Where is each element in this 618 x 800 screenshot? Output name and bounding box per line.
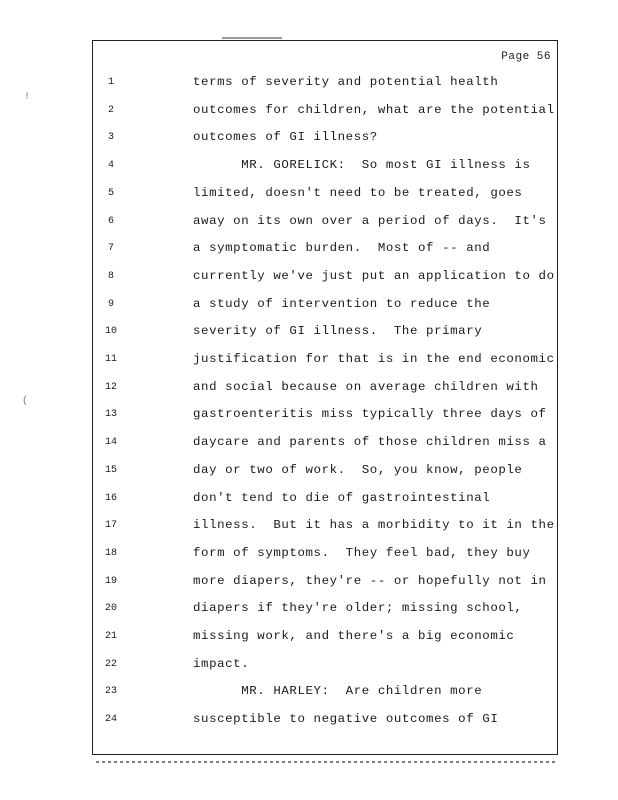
line-number: 1 <box>107 77 114 88</box>
line-text: outcomes for children, what are the potential <box>193 102 555 117</box>
transcript-page <box>92 40 558 755</box>
line-number: 14 <box>104 437 117 449</box>
line-number: 12 <box>104 381 117 393</box>
line-text: missing work, and there's a big economic <box>193 629 515 643</box>
transcript-line <box>93 463 557 483</box>
line-number: 8 <box>107 270 114 282</box>
line-number: 2 <box>107 104 114 116</box>
line-text: illness. But it has a morbidity to it in the <box>193 518 555 533</box>
margin-mark: ( <box>22 396 29 407</box>
line-text: a study of intervention to reduce the <box>193 296 491 311</box>
transcript-line <box>93 518 557 538</box>
line-number: 7 <box>107 243 114 255</box>
transcript-line <box>93 546 557 566</box>
line-text: and social because on average children with <box>193 379 539 394</box>
transcript-line <box>93 712 557 732</box>
transcript-line <box>93 130 557 150</box>
transcript-line <box>93 269 557 289</box>
transcript-line <box>93 407 557 427</box>
line-number: 22 <box>104 658 117 670</box>
line-text: day or two of work. So, you know, people <box>193 462 523 477</box>
scan-mark-bottom <box>96 761 556 763</box>
transcript-line <box>93 297 557 317</box>
transcript-line <box>93 601 557 621</box>
line-number: 6 <box>107 215 114 227</box>
margin-mark: ! <box>24 92 31 103</box>
line-number: 19 <box>104 575 117 587</box>
line-text: susceptible to negative outcomes of GI <box>193 712 499 727</box>
transcript-line <box>93 214 557 234</box>
line-text: currently we've just put an application to do <box>193 268 555 283</box>
transcript-line <box>93 684 557 704</box>
line-text: more diapers, they're -- or hopefully not in <box>193 573 547 588</box>
transcript-line <box>93 324 557 344</box>
line-number: 16 <box>104 492 117 504</box>
line-number: 20 <box>104 603 117 615</box>
transcript-line <box>93 103 557 123</box>
transcript-line <box>93 491 557 511</box>
line-number: 10 <box>104 326 117 338</box>
line-text: MR. HARLEY: Are children more <box>193 684 483 699</box>
line-text: limited, doesn't need to be treated, goes <box>193 185 523 200</box>
line-text: diapers if they're older; missing school, <box>193 601 523 616</box>
line-number: 23 <box>104 686 117 698</box>
line-text: severity of GI illness. The primary <box>193 324 483 339</box>
line-text: daycare and parents of those children miss a <box>193 435 547 450</box>
transcript-line <box>93 380 557 400</box>
transcript-line <box>93 435 557 455</box>
line-number: 24 <box>104 714 117 726</box>
transcript-line <box>93 241 557 261</box>
line-number: 21 <box>104 631 117 642</box>
line-text: away on its own over a period of days. It's <box>193 213 547 228</box>
transcript-line <box>93 158 557 178</box>
transcript-line <box>93 629 557 649</box>
transcript-line <box>93 186 557 206</box>
line-number: 4 <box>107 160 114 172</box>
line-number: 3 <box>107 132 114 144</box>
line-number: 5 <box>107 187 114 199</box>
line-number: 11 <box>104 354 117 365</box>
scan-mark-top <box>222 37 282 39</box>
line-text: terms of severity and potential health <box>193 75 499 89</box>
line-text: MR. GORELICK: So most GI illness is <box>193 158 531 173</box>
transcript-line <box>93 574 557 594</box>
line-number: 13 <box>104 409 117 421</box>
line-text: impact. <box>193 656 250 671</box>
line-text: a symptomatic burden. Most of -- and <box>193 241 491 256</box>
transcript-line <box>93 352 557 372</box>
line-number: 18 <box>104 547 117 559</box>
line-text: justification for that is in the end economic <box>193 352 555 366</box>
line-text: don't tend to die of gastrointestinal <box>193 490 491 505</box>
transcript-line <box>93 657 557 677</box>
transcript-line <box>93 75 557 95</box>
line-number: 17 <box>104 520 117 532</box>
line-text: gastroenteritis miss typically three days of <box>193 407 547 422</box>
line-text: outcomes of GI illness? <box>193 130 378 145</box>
line-number: 15 <box>104 464 117 476</box>
line-text: form of symptoms. They feel bad, they buy <box>193 545 531 560</box>
line-number: 9 <box>107 298 114 310</box>
page-number-label: Page 56 <box>501 51 551 63</box>
